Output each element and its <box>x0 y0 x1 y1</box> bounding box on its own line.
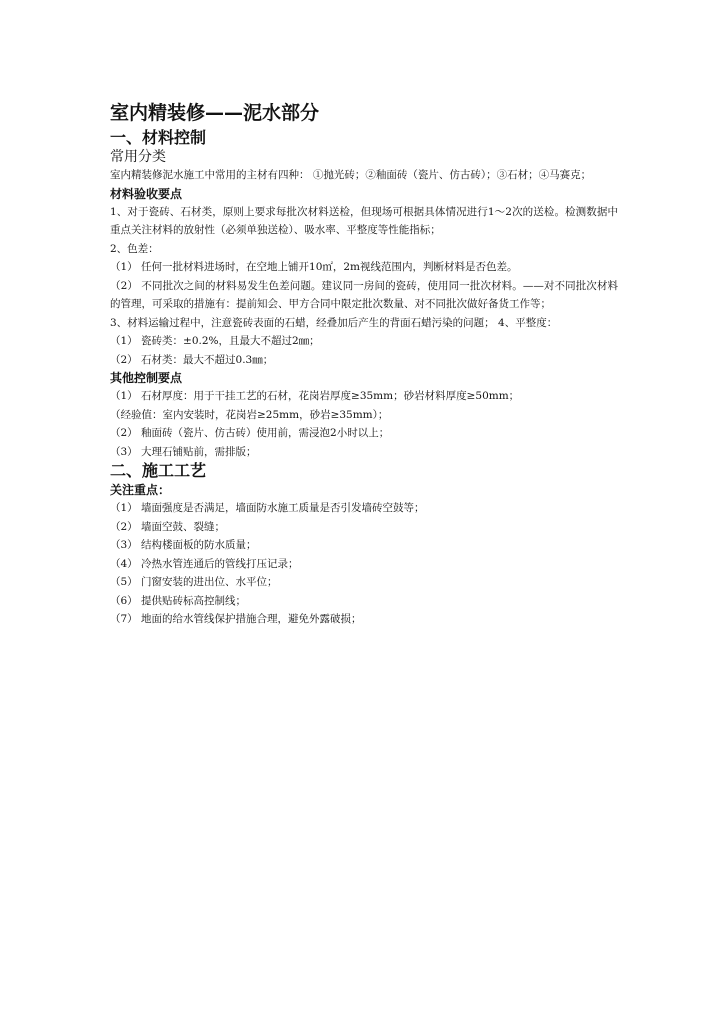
document-page <box>110 100 618 629</box>
subheading-common-categories: 常用分类 <box>110 149 166 165</box>
list-item: （7） 地面的给水管线保护措施合理，避免外露破损； <box>110 613 362 625</box>
list-item: （1） 墙面强度是否满足，墙面防水施工质量是否引发墙砖空鼓等； <box>110 502 425 514</box>
list-item: （4） 冷热水管连通后的管线打压记录； <box>110 557 299 570</box>
paragraph-inspection: 1、对于瓷砖、石材类，原则上要求每批次材料送检，但现场可根据具体情况进行1～2次的送检。检测数据中重点关注材料的放射性（必须单独送检）、吸水率、平整度等性能指标； <box>110 205 618 236</box>
list-item: （经验值：室内安装时，花岗岩≥25mm，砂岩≥35mm）； <box>110 408 389 421</box>
paragraph-transport: 3、材料运输过程中，注意瓷砖表面的石蜡，经叠加后产生的背面石蜡污染的问题； 4、平整度： <box>110 316 558 329</box>
subheading-other-control-points: 其他控制要点 <box>110 371 183 385</box>
list-item: （1） 瓷砖类：±0.2%，且最大不超过2㎜； <box>110 335 320 347</box>
list-item: （5） 门窗安装的进出位、水平位； <box>110 576 278 588</box>
list-item: （2） 釉面砖（瓷片、仿古砖）使用前，需浸泡2小时以上； <box>110 427 390 439</box>
document-title: 室内精装修——泥水部分 <box>110 102 320 124</box>
list-item: （2） 石材类：最大不超过0.3㎜； <box>110 353 274 366</box>
list-item: （2） 不同批次之间的材料易发生色差问题。建议同一房间的瓷砖，使用同一批次材料。——对不同批次材料的管理，可采取的措施有：提前知会、甲方合同中限定批次数量、对不同批次做好备货工作等； <box>110 279 618 310</box>
list-item: （6） 提供贴砖标高控制线； <box>110 594 247 607</box>
list-item: （1） 任何一批材料进场时，在空地上铺开10㎡，2m视线范围内，判断材料是否色差。 <box>110 261 518 273</box>
subheading-key-points: 关注重点： <box>110 483 171 497</box>
subheading-acceptance-points: 材料验收要点 <box>110 186 183 201</box>
list-item: （1） 石材厚度：用于干挂工艺的石材，花岗岩厚度≥35mm；砂岩材料厚度≥50mm； <box>110 390 520 402</box>
section-heading-construction-process: 二、施工工艺 <box>110 461 207 480</box>
paragraph-color-difference: 2、色差： <box>110 242 159 255</box>
paragraph-main-materials: 室内精装修泥水施工中常用的主材有四种： ①抛光砖；②釉面砖（瓷片、仿古砖）；③石材；④马赛克； <box>110 169 592 181</box>
list-item: （2） 墙面空鼓、裂缝； <box>110 520 226 533</box>
list-item: （3） 大理石铺贴前，需排版； <box>110 445 257 458</box>
section-heading-material-control: 一、材料控制 <box>110 128 207 147</box>
list-item: （3） 结构楼面板的防水质量； <box>110 539 257 551</box>
